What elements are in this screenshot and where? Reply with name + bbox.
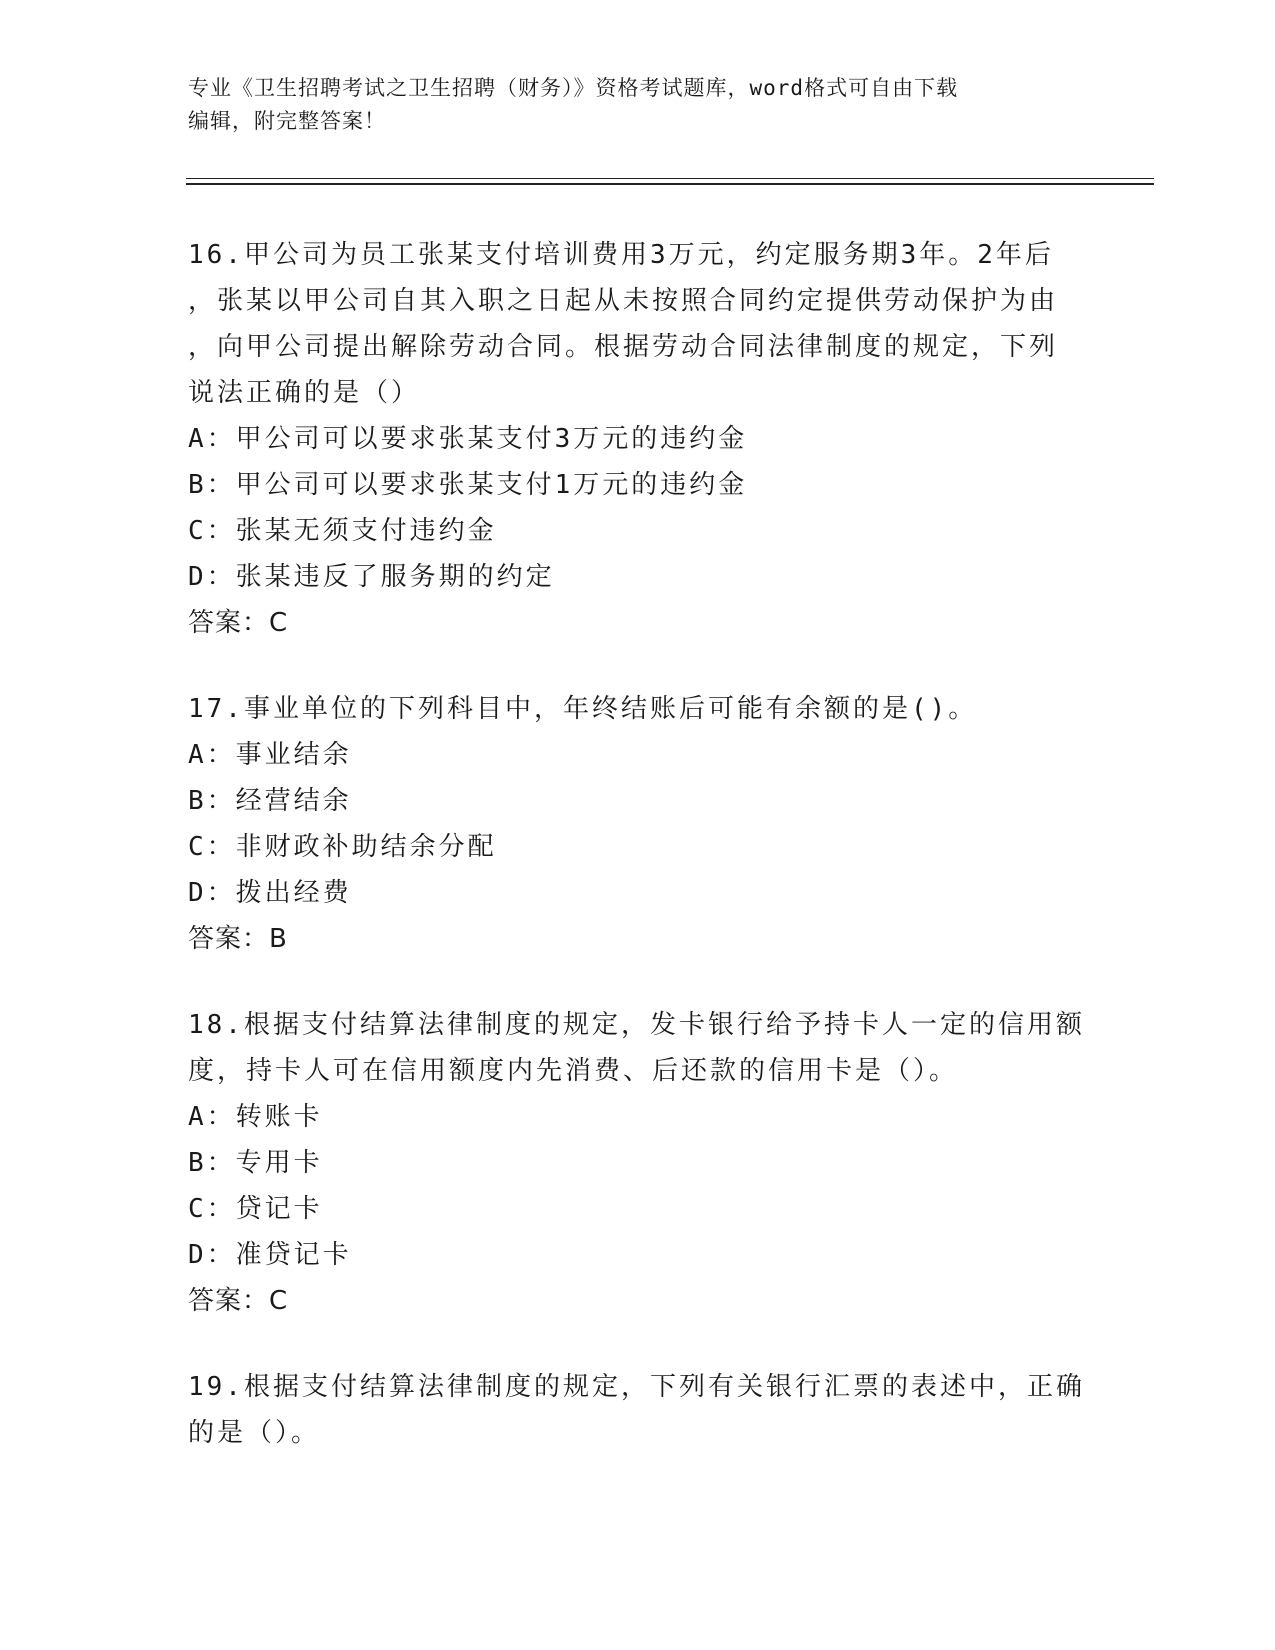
question-stem — [188, 232, 1148, 416]
question-stem — [188, 1364, 1148, 1456]
option-b: B：甲公司可以要求张某支付1万元的违约金 — [188, 470, 748, 500]
option-b: B：专用卡 — [188, 1148, 323, 1178]
stem-line: 16.甲公司为员工张某支付培训费用3万元，约定服务期3年。2年后 — [188, 240, 1054, 270]
stem-line: 17.事业单位的下列科目中，年终结账后可能有余额的是()。 — [188, 694, 978, 724]
option-b: B：经营结余 — [188, 786, 352, 816]
option-d: D：准贷记卡 — [188, 1240, 352, 1270]
stem-line: 19.根据支付结算法律制度的规定，下列有关银行汇票的表述中，正确 — [188, 1372, 1085, 1402]
header-line-2: 编辑，附完整答案！ — [188, 109, 386, 133]
question-16 — [188, 232, 1148, 646]
document-header — [188, 72, 1088, 138]
answer-line: 答案：C — [188, 1286, 289, 1316]
question-17 — [188, 686, 1148, 962]
option-a: A：甲公司可以要求张某支付3万元的违约金 — [188, 424, 748, 454]
stem-line: 度，持卡人可在信用额度内先消费、后还款的信用卡是（）。 — [188, 1056, 959, 1086]
question-19 — [188, 1364, 1148, 1456]
header-divider-thick — [186, 183, 1154, 185]
question-18 — [188, 1002, 1148, 1324]
stem-line: 的是（）。 — [188, 1418, 321, 1448]
stem-line: ，向甲公司提出解除劳动合同。根据劳动合同法律制度的规定，下列 — [188, 332, 1059, 362]
option-a: A：事业结余 — [188, 740, 352, 770]
stem-line: 18.根据支付结算法律制度的规定，发卡银行给予持卡人一定的信用额 — [188, 1010, 1085, 1040]
question-list — [188, 232, 1148, 1496]
option-a: A：转账卡 — [188, 1102, 323, 1132]
answer-line: 答案：B — [188, 924, 288, 954]
option-c: C：张某无须支付违约金 — [188, 516, 497, 546]
question-stem — [188, 1002, 1148, 1094]
question-stem — [188, 686, 1148, 732]
answer-line: 答案：C — [188, 608, 289, 638]
option-d: D：拨出经费 — [188, 878, 352, 908]
stem-line: ，张某以甲公司自其入职之日起从未按照合同约定提供劳动保护为由 — [188, 286, 1059, 316]
header-divider-thin — [186, 178, 1154, 179]
option-c: C：非财政补助结余分配 — [188, 832, 497, 862]
header-line-1: 专业《卫生招聘考试之卫生招聘（财务）》资格考试题库，word格式可自由下载 — [188, 76, 959, 100]
option-d: D：张某违反了服务期的约定 — [188, 562, 555, 592]
stem-line: 说法正确的是（） — [188, 378, 421, 408]
option-c: C：贷记卡 — [188, 1194, 323, 1224]
